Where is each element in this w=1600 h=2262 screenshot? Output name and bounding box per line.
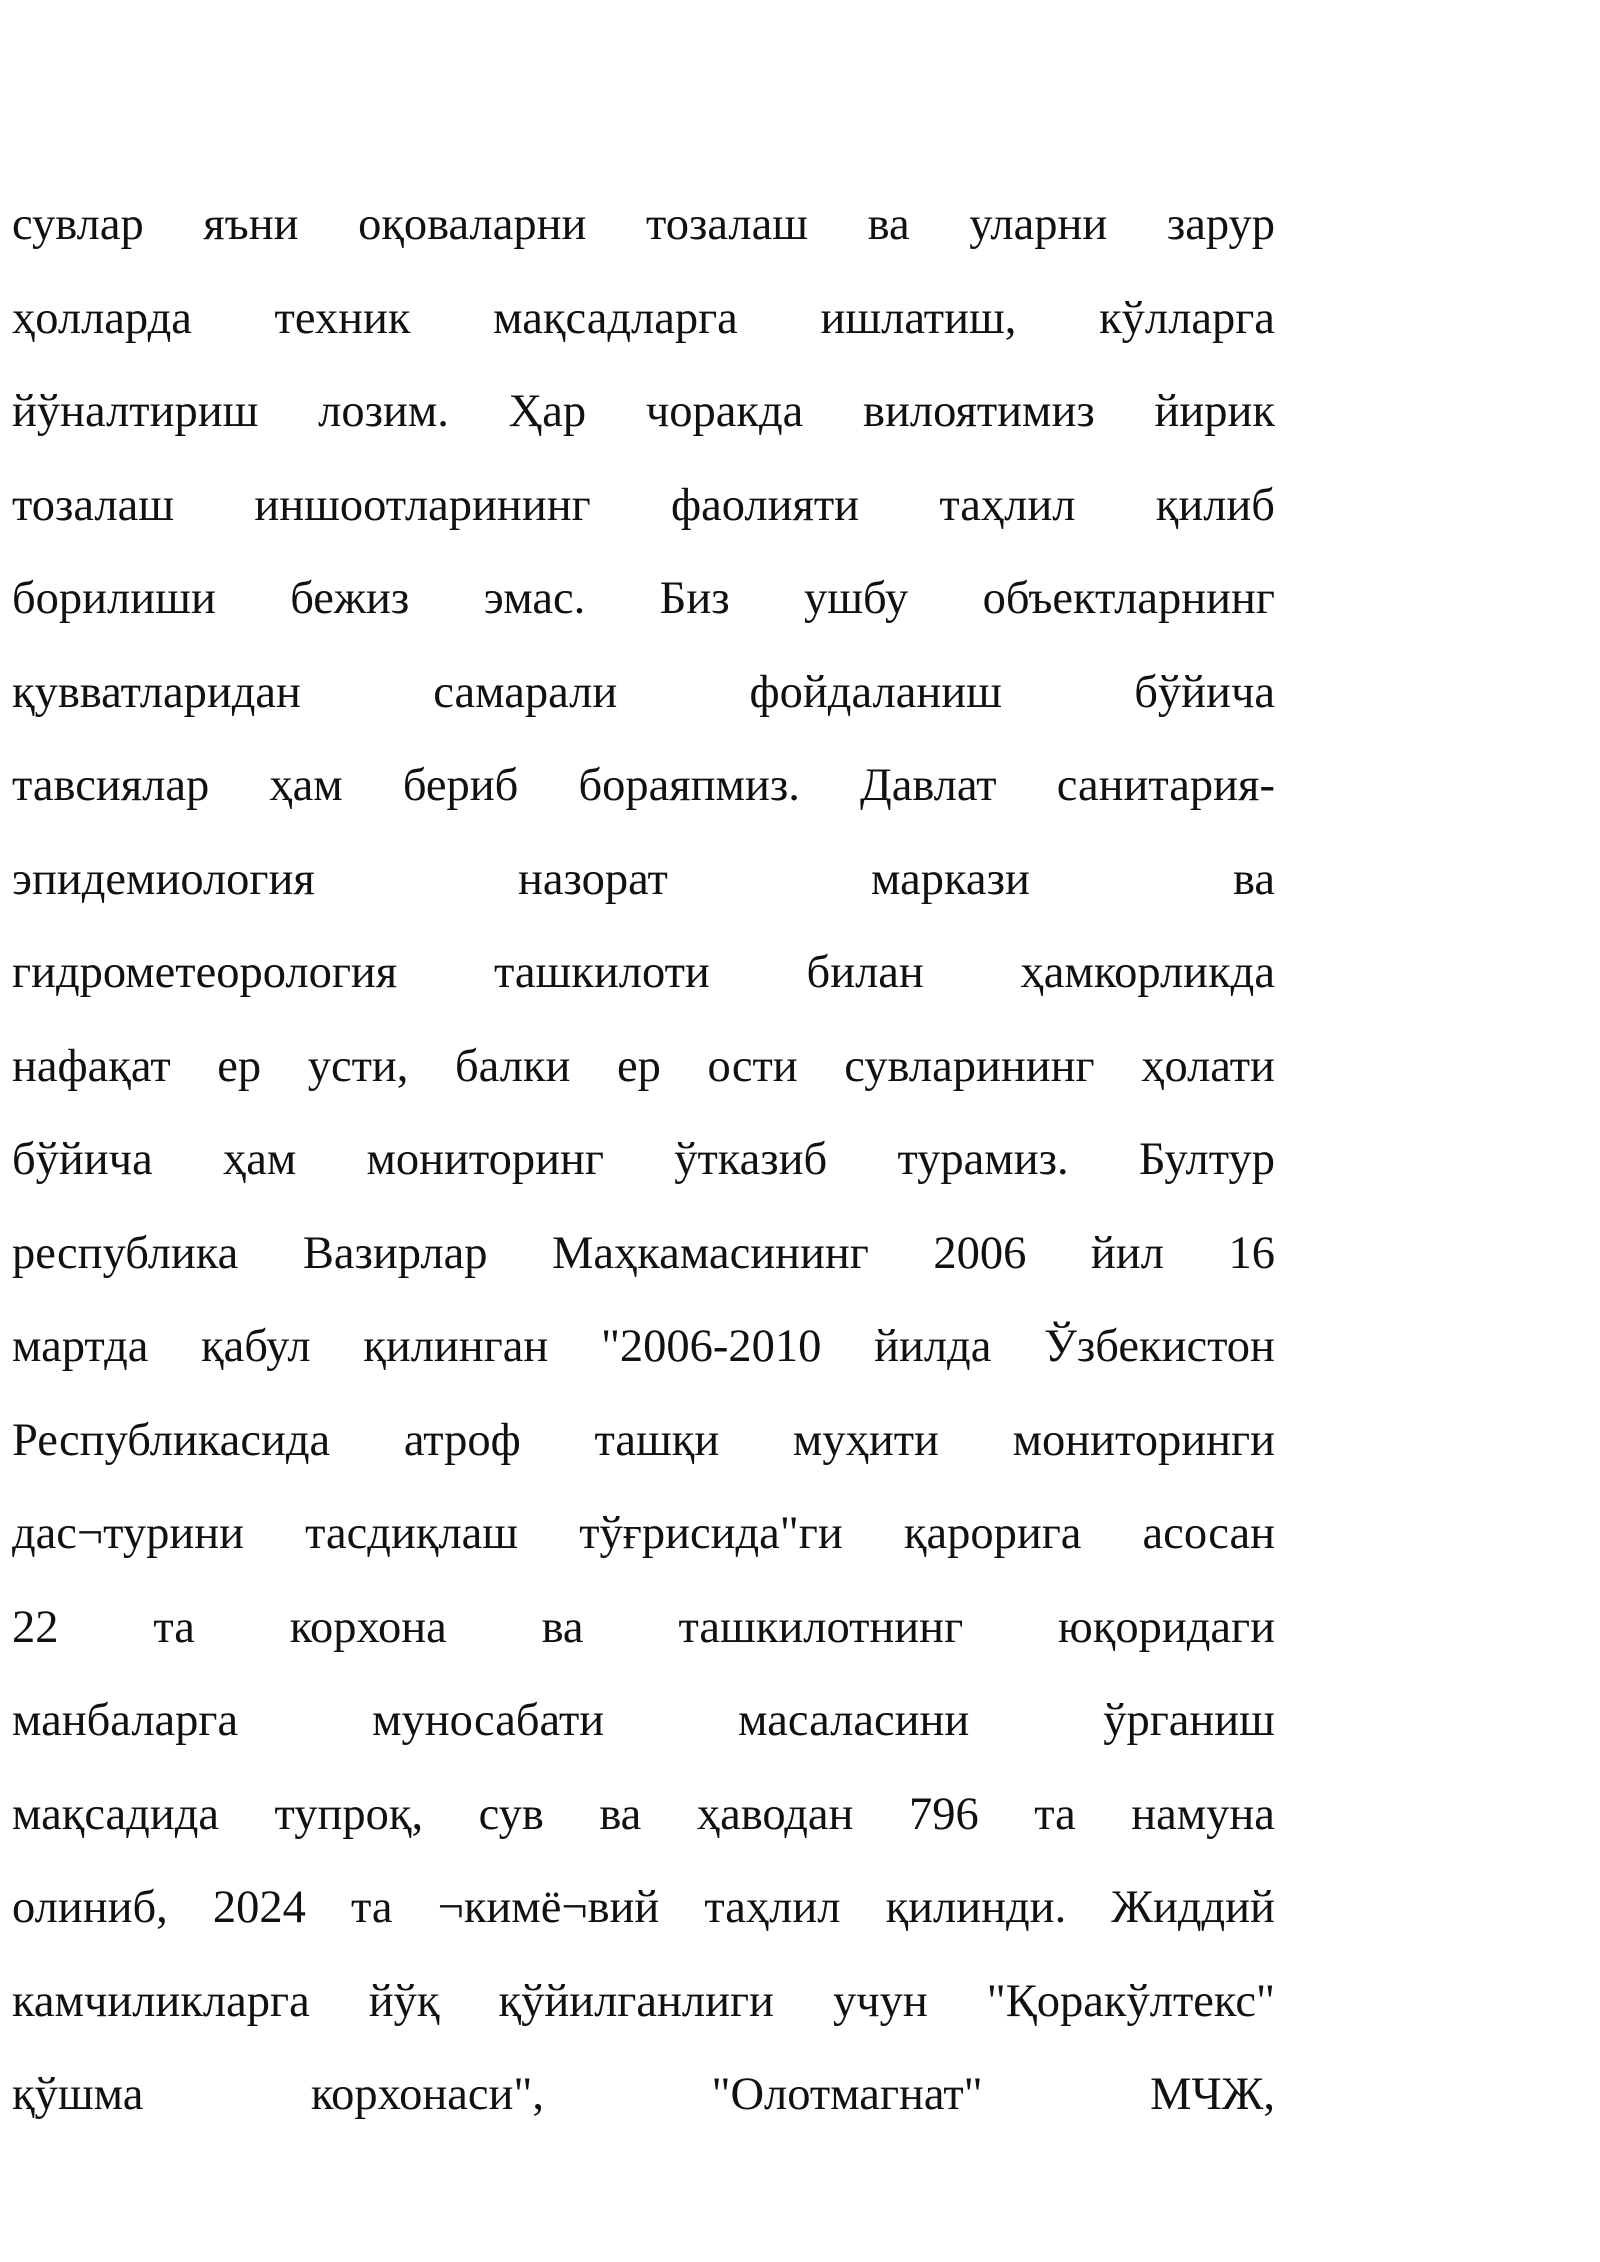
word: тавсиялар bbox=[12, 760, 210, 811]
word: та bbox=[350, 1882, 393, 1933]
word: Маҳкамасининг bbox=[552, 1227, 869, 1279]
word: ва bbox=[867, 199, 910, 250]
word: йўналтириш bbox=[12, 386, 259, 437]
word: сувларининг bbox=[844, 1040, 1095, 1092]
text-line bbox=[12, 379, 1275, 473]
word: ушбу bbox=[804, 573, 909, 624]
word: бўйича bbox=[1134, 666, 1275, 718]
word: оқоваларни bbox=[358, 199, 587, 250]
word: ости bbox=[707, 1040, 798, 1092]
word: Вазирлар bbox=[302, 1227, 488, 1279]
word: ишлатиш, bbox=[820, 292, 1017, 344]
text-line bbox=[12, 1501, 1275, 1595]
word: 796 bbox=[908, 1788, 979, 1840]
word: ҳам bbox=[222, 1134, 297, 1185]
word: Ўзбекистон bbox=[1044, 1321, 1275, 1372]
word: фаолияти bbox=[670, 479, 860, 531]
text-line bbox=[12, 2062, 1275, 2156]
word: ҳаводан bbox=[696, 1788, 854, 1840]
word: ташкилоти bbox=[493, 947, 710, 998]
text-line bbox=[12, 1688, 1275, 1782]
word: учун bbox=[832, 1975, 928, 2027]
word: қилинган bbox=[363, 1321, 549, 1372]
word: сув bbox=[478, 1788, 544, 1840]
word: олиниб, bbox=[12, 1882, 168, 1933]
word: манбаларга bbox=[12, 1695, 239, 1746]
text-line bbox=[12, 1314, 1275, 1408]
word: кўлларга bbox=[1099, 292, 1275, 344]
word: тупроқ, bbox=[274, 1788, 424, 1840]
word: та bbox=[153, 1601, 195, 1653]
word: Жиддий bbox=[1111, 1882, 1275, 1933]
word: Биз bbox=[659, 573, 730, 624]
word: ва bbox=[541, 1601, 584, 1653]
word: 2024 bbox=[212, 1882, 306, 1933]
text-line bbox=[12, 1595, 1275, 1689]
text-line bbox=[12, 1034, 1275, 1128]
text-line bbox=[12, 1127, 1275, 1221]
word: ҳолларда bbox=[12, 292, 192, 344]
word: вилоятимиз bbox=[863, 386, 1095, 437]
text-line bbox=[12, 473, 1275, 567]
word: ҳам bbox=[269, 760, 343, 811]
word: яъни bbox=[203, 199, 299, 250]
word: Бултур bbox=[1138, 1134, 1275, 1185]
word: "Қоракўлтекс" bbox=[986, 1975, 1275, 2027]
word: самарали bbox=[433, 666, 618, 718]
word: тозалаш bbox=[12, 479, 175, 531]
word: тўғрисида"ги bbox=[579, 1508, 843, 1559]
word: объектларнинг bbox=[982, 573, 1275, 624]
word: гидрометеорология bbox=[12, 947, 398, 998]
word: бўйича bbox=[12, 1134, 153, 1185]
word: ва bbox=[1233, 853, 1275, 905]
word: корхона bbox=[289, 1601, 447, 1653]
body-text bbox=[12, 192, 1275, 2156]
word: ер bbox=[616, 1040, 661, 1092]
word: дас¬турини bbox=[12, 1508, 245, 1559]
word: мақсадида bbox=[12, 1788, 220, 1840]
word: Давлат bbox=[859, 760, 997, 811]
word: муҳити bbox=[792, 1414, 939, 1466]
word: таҳлил bbox=[939, 479, 1076, 531]
text-line bbox=[12, 286, 1275, 380]
word: қилинди. bbox=[885, 1882, 1067, 1933]
word: ҳолати bbox=[1141, 1040, 1275, 1092]
word: корхонаси", bbox=[310, 2069, 544, 2120]
word: ҳамкорликда bbox=[1020, 947, 1275, 998]
text-line bbox=[12, 847, 1275, 941]
word: асосан bbox=[1142, 1508, 1275, 1559]
word: қабул bbox=[201, 1321, 311, 1372]
word: қўйилганлиги bbox=[498, 1975, 774, 2027]
word: масаласини bbox=[738, 1695, 970, 1746]
word: тозалаш bbox=[646, 199, 809, 250]
word: ўрганиш bbox=[1103, 1695, 1275, 1746]
text-line bbox=[12, 1408, 1275, 1502]
word: эмас. bbox=[483, 573, 586, 624]
text-line bbox=[12, 192, 1275, 286]
word: мартда bbox=[12, 1321, 149, 1372]
word: йирик bbox=[1154, 386, 1275, 437]
word: муносабати bbox=[372, 1695, 605, 1746]
word: камчиликларга bbox=[12, 1975, 310, 2027]
word: иншоотларининг bbox=[254, 479, 591, 531]
word: юқоридаги bbox=[1058, 1601, 1275, 1653]
word: ер bbox=[217, 1040, 262, 1092]
word: ташкилотнинг bbox=[678, 1601, 964, 1653]
word: лозим. bbox=[318, 386, 449, 437]
word: 16 bbox=[1228, 1227, 1275, 1279]
word: ўтказиб bbox=[674, 1134, 828, 1185]
word: маркази bbox=[871, 853, 1030, 905]
word: йўқ bbox=[368, 1975, 440, 2027]
word: мақсадларга bbox=[493, 292, 738, 344]
word: атроф bbox=[403, 1414, 521, 1466]
text-line bbox=[12, 1221, 1275, 1315]
word: бораяпмиз. bbox=[578, 760, 800, 811]
word: назорат bbox=[517, 853, 668, 905]
word: "2006-2010 bbox=[600, 1321, 822, 1372]
word: борилиши bbox=[12, 573, 216, 624]
word: бериб bbox=[402, 760, 519, 811]
word: балки bbox=[455, 1040, 571, 1092]
word: 2006 bbox=[933, 1227, 1027, 1279]
word: намуна bbox=[1131, 1788, 1275, 1840]
word: ташқи bbox=[594, 1414, 720, 1466]
text-line bbox=[12, 940, 1275, 1034]
word: усти, bbox=[307, 1040, 409, 1092]
word: қарорига bbox=[903, 1508, 1082, 1559]
word: Республикасида bbox=[12, 1414, 331, 1466]
text-line bbox=[12, 1969, 1275, 2063]
word: йил bbox=[1090, 1227, 1164, 1279]
word: техник bbox=[274, 292, 411, 344]
word: эпидемиология bbox=[12, 853, 315, 905]
word: чоракда bbox=[645, 386, 804, 437]
word: қилиб bbox=[1155, 479, 1275, 531]
word: зарур bbox=[1166, 199, 1275, 250]
word: билан bbox=[806, 947, 924, 998]
word: фойдаланиш bbox=[749, 666, 1002, 718]
word: мониторинги bbox=[1012, 1414, 1275, 1466]
word: 22 bbox=[12, 1601, 59, 1653]
word: Ҳар bbox=[508, 386, 587, 437]
text-line bbox=[12, 660, 1275, 754]
word: ¬кимё¬вий bbox=[437, 1882, 660, 1933]
word: ва bbox=[599, 1788, 642, 1840]
word: турамиз. bbox=[897, 1134, 1069, 1185]
word: нафақат bbox=[12, 1040, 171, 1092]
word: мониторинг bbox=[366, 1134, 604, 1185]
word: тасдиқлаш bbox=[305, 1508, 519, 1559]
word: та bbox=[1034, 1788, 1076, 1840]
word: таҳлил bbox=[704, 1882, 841, 1933]
word: бежиз bbox=[290, 573, 410, 624]
word: республика bbox=[12, 1227, 239, 1279]
text-line bbox=[12, 1875, 1275, 1969]
text-line bbox=[12, 1782, 1275, 1876]
word: уларни bbox=[969, 199, 1108, 250]
text-line bbox=[12, 566, 1275, 660]
word: йилда bbox=[874, 1321, 992, 1372]
word: "Олотмагнат" bbox=[711, 2069, 983, 2120]
word: сувлар bbox=[12, 199, 144, 250]
text-line bbox=[12, 753, 1275, 847]
word: санитария- bbox=[1056, 760, 1275, 811]
word: қўшма bbox=[12, 2069, 144, 2120]
word: қувватларидан bbox=[12, 666, 301, 718]
word: МЧЖ, bbox=[1150, 2069, 1275, 2120]
